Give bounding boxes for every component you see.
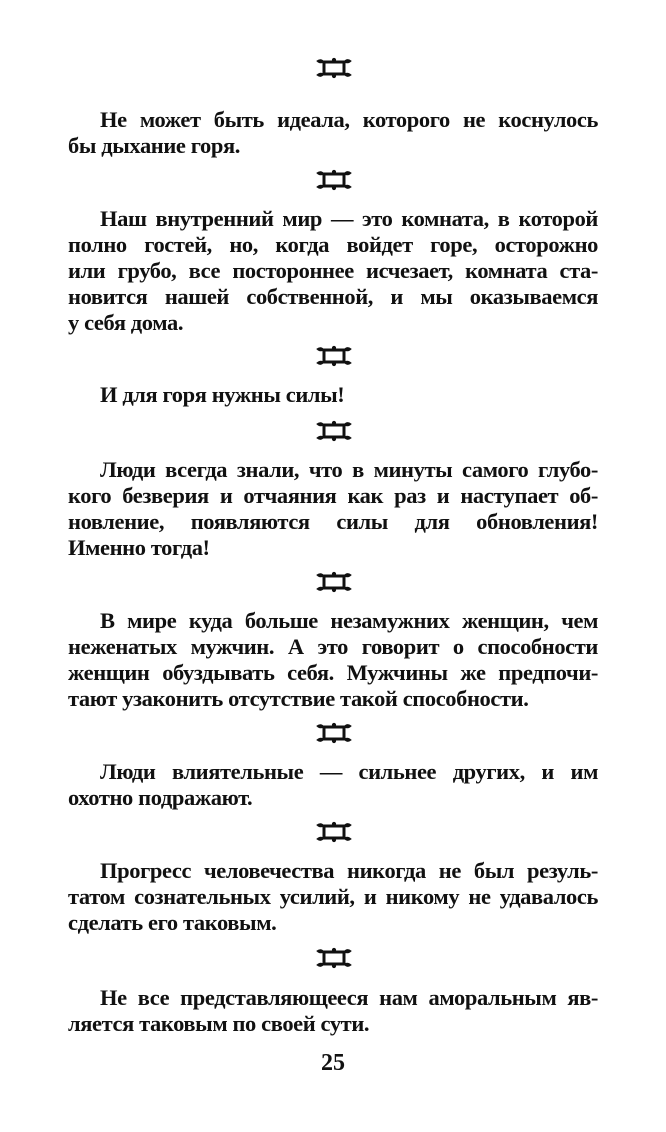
- text-line: сделать его таковым.: [68, 910, 277, 935]
- text-line: у себя дома.: [68, 310, 184, 335]
- text-line: татом сознательных усилий, и никому не удавалось: [68, 884, 598, 909]
- text-line: или грубо, все постороннее исчезает, комната ста-: [68, 258, 598, 283]
- text-line: новится нашей собственной, и мы оказываемся: [68, 284, 598, 309]
- text-line: охотно подражают.: [68, 785, 253, 810]
- text-line: Прогресс человечества никогда не был резуль-: [100, 858, 598, 883]
- paragraph-3: [68, 382, 598, 408]
- floral-ornament-icon: [314, 169, 354, 191]
- text-line: Не все представляющееся нам аморальным яв-: [100, 985, 598, 1010]
- text-line: кого безверия и отчаяния как раз и наступает об-: [68, 483, 598, 508]
- paragraph-4: [68, 457, 598, 561]
- floral-ornament-icon: [314, 57, 354, 79]
- floral-ornament-icon: [314, 420, 354, 442]
- paragraph-1: [68, 107, 598, 159]
- floral-ornament-icon: [314, 345, 354, 367]
- paragraph-2: [68, 206, 598, 336]
- text-line: новление, появляются силы для обновления!: [68, 509, 598, 534]
- text-line: полно гостей, но, когда войдет горе, осторожно: [68, 232, 598, 257]
- paragraph-6: [68, 759, 598, 811]
- page-number: 25: [321, 1050, 345, 1076]
- text-line: В мире куда больше незамужних женщин, чем: [100, 608, 598, 633]
- paragraph-5: [68, 608, 598, 712]
- text-line: Наш внутренний мир — это комната, в которой: [100, 206, 598, 231]
- text-line: бы дыхание горя.: [68, 133, 240, 158]
- text-line: неженатых мужчин. А это говорит о способности: [68, 634, 598, 659]
- text-line: тают узаконить отсутствие такой способности.: [68, 686, 529, 711]
- text-line: Не может быть идеала, которого не коснулось: [100, 107, 598, 132]
- text-line: Люди влиятельные — сильнее других, и им: [100, 759, 598, 784]
- text-line: Люди всегда знали, что в минуты самого глубо-: [100, 457, 598, 482]
- text-line: И для горя нужны силы!: [100, 382, 345, 407]
- text-line: женщин обуздывать себя. Мужчины же предпочи-: [68, 660, 598, 685]
- floral-ornament-icon: [314, 571, 354, 593]
- text-line: ляется таковым по своей сути.: [68, 1011, 370, 1036]
- floral-ornament-icon: [314, 947, 354, 969]
- text-line: Именно тогда!: [68, 535, 210, 560]
- floral-ornament-icon: [314, 722, 354, 744]
- paragraph-7: [68, 858, 598, 936]
- floral-ornament-icon: [314, 821, 354, 843]
- paragraph-8: [68, 985, 598, 1037]
